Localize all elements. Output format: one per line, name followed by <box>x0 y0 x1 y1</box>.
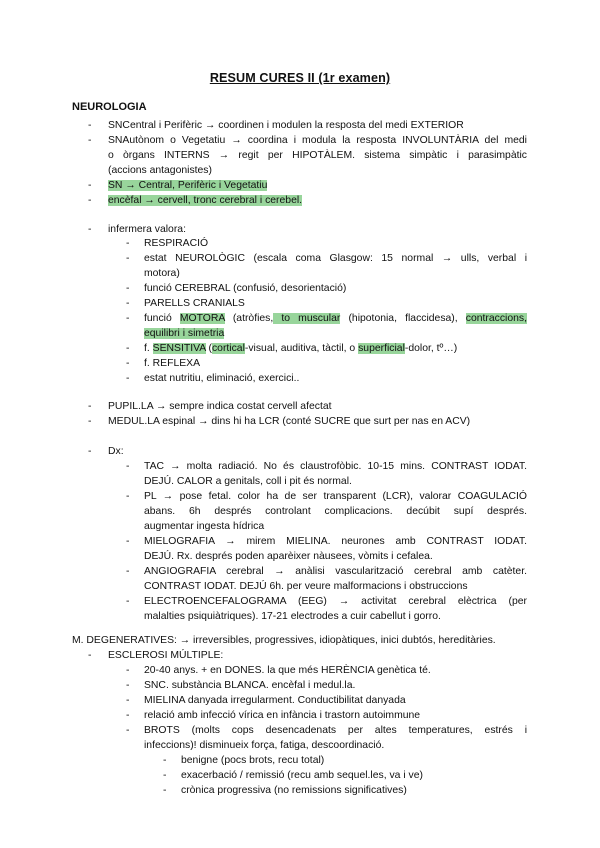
bullet-dash: - <box>88 195 92 206</box>
infermera-label: infermera valora: <box>108 224 186 235</box>
bullet-dash: - <box>126 358 130 369</box>
bullet-dash: - <box>126 536 130 547</box>
brots-subitem-2: exacerbació / remissió (recu amb sequel.les, va i ve) <box>181 770 423 781</box>
neuro-item-3 <box>108 178 267 193</box>
dx-angiografia-line-1: ANGIOGRAFIA cerebral → anàlisi vascularització cerebral amb catèter. <box>144 566 527 577</box>
bullet-dash: - <box>163 770 167 781</box>
brots-subitem-3: crònica progressiva (no remissions significatives) <box>181 785 407 796</box>
bullet-dash: - <box>126 725 130 736</box>
text: ( <box>205 343 212 354</box>
bullet-dash: - <box>126 343 130 354</box>
neuro-item-2-line-1: SNAutònom o Vegetatiu → coordina i modula la resposta INVOLUNTÀRIA del medi <box>108 135 527 146</box>
highlight: MOTORA <box>179 313 225 324</box>
infermera-sensitiva <box>144 341 457 356</box>
degeneratives-heading: M. DEGENERATIVES: → irreversibles, progressives, idiopàtiques, inici dubtós, hereditàries. <box>72 635 496 646</box>
neuro-item-1: SNCentral i Perifèric → coordinen i modulen la resposta del medi EXTERIOR <box>108 120 464 131</box>
bullet-dash: - <box>126 313 130 324</box>
esclerosi-label: ESCLEROSI MÚLTIPLE: <box>108 650 224 661</box>
text: f. <box>144 343 153 354</box>
dx-eeg-line-2: malalties psiquiàtriques). 17-21 electrodes a cuir cabellut i gorro. <box>144 611 441 622</box>
dx-mielografia-line-1: MIELOGRAFIA → mirem MIELINA. neurones amb CONTRAST IODAT. <box>144 536 527 547</box>
dx-angiografia-line-2: CONTRAST IODAT. DEJÚ 6h. per veure malformacions i obstruccions <box>144 581 468 592</box>
medul-item: MEDUL.LA espinal → dins hi ha LCR (conté SUCRE que surt per nas en ACV) <box>108 416 471 427</box>
dx-label: Dx: <box>108 446 124 457</box>
bullet-dash: - <box>126 710 130 721</box>
bullet-dash: - <box>126 596 130 607</box>
dx-tac-line-2: DEJÚ. CALOR a genitals, coll i pit és normal. <box>144 476 352 487</box>
text: (hipotonia, flaccidesa), <box>340 313 466 324</box>
dx-pl-line-3: augmentar ingesta hídrica <box>144 521 265 532</box>
brots-subitem-1: benigne (pocs brots, recu total) <box>181 755 325 766</box>
text: -visual, auditiva, tàctil, o <box>244 343 359 354</box>
text: (atròfies, <box>224 313 274 324</box>
infermera-parells: PARELLS CRANIALS <box>144 298 245 309</box>
neuro-item-2-line-3: (accions antagonistes) <box>108 165 212 176</box>
bullet-dash: - <box>88 650 92 661</box>
bullet-dash: - <box>126 695 130 706</box>
dx-tac-line-1: TAC → molta radiació. No és claustrofòbic. 10-15 mins. CONTRAST IODAT. <box>144 461 527 472</box>
bullet-dash: - <box>126 665 130 676</box>
highlight: cortical <box>211 343 245 354</box>
bullet-dash: - <box>88 180 92 191</box>
section-heading-neurologia: NEUROLOGIA <box>72 101 147 113</box>
pupil-item: PUPIL.LA → sempre indica costat cervell afectat <box>108 401 332 412</box>
esclerosi-item-3: MIELINA danyada irregularment. Conductibilitat danyada <box>144 695 406 706</box>
neuro-item-2-line-2: o òrgans INTERNS → regit per HIPOTÀLEM. sistema simpàtic i parasimpàtic <box>108 150 527 161</box>
infermera-nutritiu: estat nutritiu, eliminació, exercici.. <box>144 373 300 384</box>
infermera-motora-line-1 <box>144 311 527 326</box>
highlight: SN → Central, Perifèric i Vegetatiu <box>108 180 268 191</box>
neuro-item-4 <box>108 193 302 208</box>
infermera-neurologic-line-2: motora) <box>144 268 180 279</box>
bullet-dash: - <box>126 298 130 309</box>
bullet-dash: - <box>88 224 92 235</box>
highlight: superficial <box>358 343 405 354</box>
highlight: equilibri i simetria <box>144 328 225 339</box>
infermera-neurologic-line-1: estat NEUROLÒGIC (escala coma Glasgow: 15 normal → ulls, verbal i <box>144 253 527 264</box>
infermera-respiracio: RESPIRACIÓ <box>144 238 209 249</box>
bullet-dash: - <box>126 491 130 502</box>
esclerosi-brots-line-1: BROTS (molts cops desencadenats per altes temperatures, estrés i <box>144 725 527 736</box>
esclerosi-item-1: 20-40 anys. + en DONES. la que més HERÈNCIA genètica té. <box>144 665 431 676</box>
esclerosi-item-4: relació amb infecció vírica en infància i trastorn autoimmune <box>144 710 421 721</box>
esclerosi-brots-line-2: infeccions)! disminueix força, fatiga, descoordinació. <box>144 740 385 751</box>
highlight: encèfal → cervell, tronc cerebral i cerebel. <box>108 195 303 206</box>
highlight: to muscular <box>273 313 341 324</box>
dx-pl-line-1: PL → pose fetal. color ha de ser transparent (LCR), valorar COAGULACIÓ <box>144 491 527 502</box>
highlight: SENSITIVA <box>152 343 206 354</box>
bullet-dash: - <box>88 416 92 427</box>
bullet-dash: - <box>126 566 130 577</box>
bullet-dash: - <box>126 680 130 691</box>
text: funció <box>144 313 180 324</box>
bullet-dash: - <box>88 446 92 457</box>
infermera-reflexa: f. REFLEXA <box>144 358 201 369</box>
bullet-dash: - <box>126 253 130 264</box>
esclerosi-item-2: SNC. substància BLANCA. encèfal i medul.la. <box>144 680 356 691</box>
highlight: contraccions, <box>465 313 527 324</box>
bullet-dash: - <box>126 373 130 384</box>
bullet-dash: - <box>126 283 130 294</box>
bullet-dash: - <box>126 461 130 472</box>
bullet-dash: - <box>88 135 92 146</box>
bullet-dash: - <box>126 238 130 249</box>
document-title: RESUM CURES II (1r examen) <box>209 71 391 85</box>
bullet-dash: - <box>88 120 92 131</box>
bullet-dash: - <box>163 785 167 796</box>
bullet-dash: - <box>88 401 92 412</box>
dx-pl-line-2: abans. 6h després controlant complicacions. decúbit supí després. <box>144 506 527 517</box>
dx-mielografia-line-2: DEJÚ. Rx. després poden aparèixer nàusees, vòmits i cefalea. <box>144 551 433 562</box>
bullet-dash: - <box>163 755 167 766</box>
dx-eeg-line-1: ELECTROENCEFALOGRAMA (EEG) → activitat cerebral elèctrica (per <box>144 596 527 607</box>
infermera-motora-line-2 <box>144 326 224 341</box>
infermera-cerebral: funció CEREBRAL (confusió, desorientació) <box>144 283 347 294</box>
text: -dolor, tº…) <box>404 343 458 354</box>
